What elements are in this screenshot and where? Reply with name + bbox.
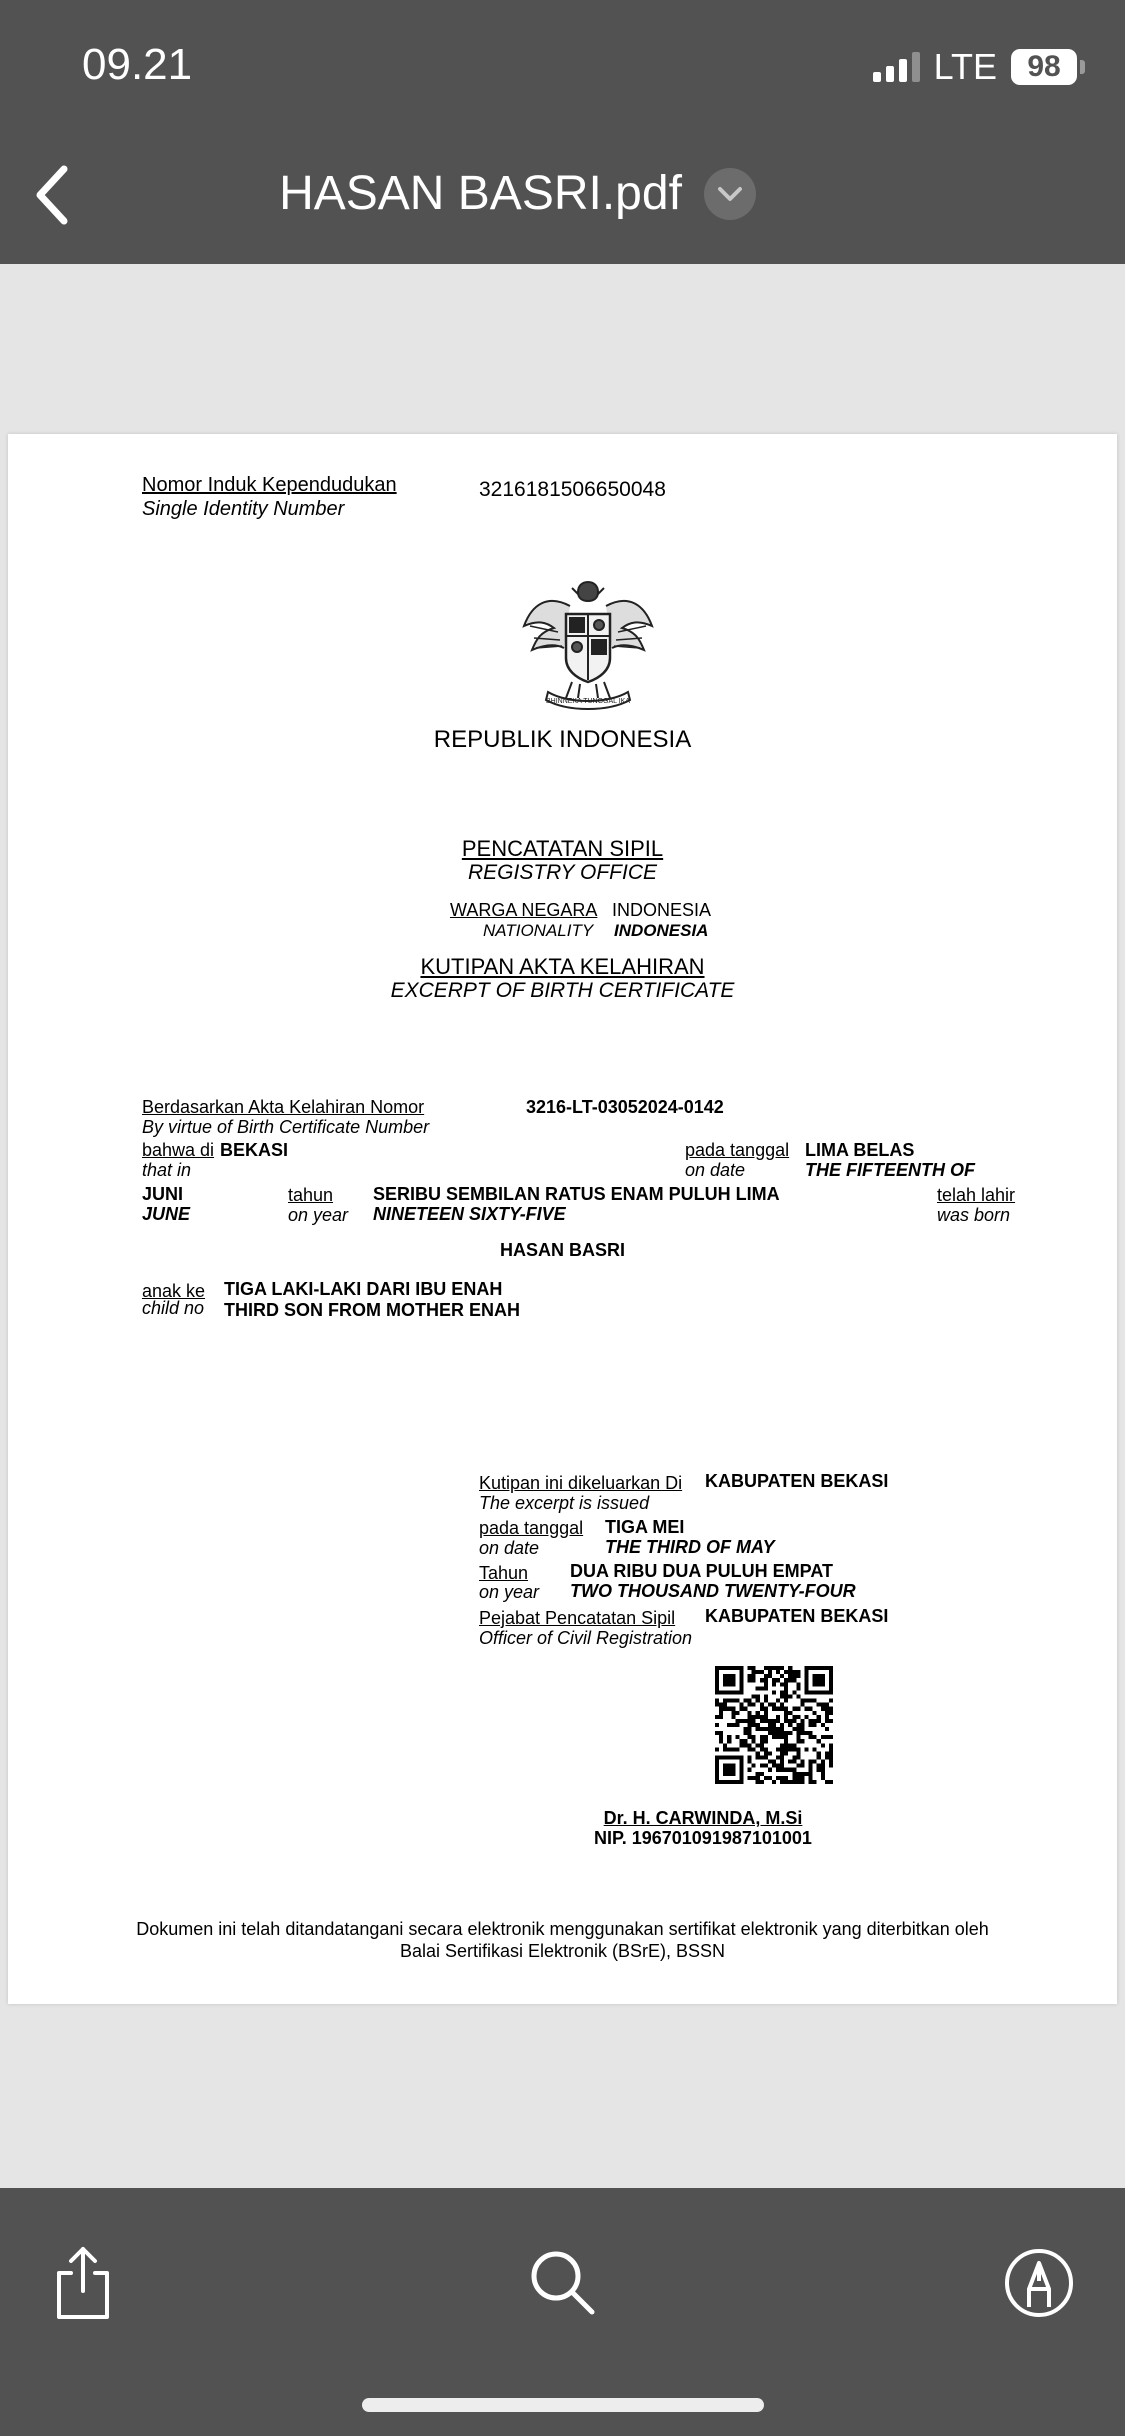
- born-in-label-en: that in: [142, 1160, 192, 1180]
- born-label-en: was born: [937, 1205, 1011, 1225]
- signer-nip: NIP. 196701091987101001: [594, 1828, 812, 1848]
- title-menu-button[interactable]: [704, 168, 756, 220]
- birth-date-label: pada tanggal: [685, 1140, 790, 1160]
- footer-note-line2: Balai Sertifikasi Elektronik (BSrE), BSSN: [399, 1941, 726, 1961]
- child-no-value-en: THIRD SON FROM MOTHER ENAH: [224, 1300, 520, 1320]
- share-button[interactable]: [38, 2238, 128, 2328]
- issue-year-value: DUA RIBU DUA PULUH EMPAT: [570, 1561, 833, 1581]
- nik-value: 3216181506650048: [479, 478, 666, 501]
- issue-year-label-en: on year: [479, 1582, 540, 1602]
- cert-no-value: 3216-LT-03052024-0142: [526, 1097, 724, 1117]
- born-in-value: BEKASI: [220, 1140, 289, 1160]
- search-button[interactable]: [518, 2238, 608, 2328]
- birth-year-label-en: on year: [288, 1205, 349, 1225]
- home-indicator[interactable]: [362, 2398, 764, 2412]
- document-heading-en: EXCERPT OF BIRTH CERTIFICATE: [390, 979, 735, 1002]
- issued-at-label: Kutipan ini dikeluarkan Di: [479, 1473, 683, 1493]
- birth-month-value: JUNI: [142, 1184, 184, 1204]
- battery-nub: [1080, 60, 1085, 74]
- top-bar: [0, 0, 1125, 264]
- signal-icon: [873, 52, 920, 82]
- network-type: LTE: [933, 46, 997, 87]
- nik-label-en: Single Identity Number: [142, 498, 345, 520]
- officer-label: Pejabat Pencatatan Sipil: [479, 1608, 676, 1628]
- svg-text:BHINNEKA TUNGGAL IKA: BHINNEKA TUNGGAL IKA: [545, 698, 631, 705]
- cert-no-label: Berdasarkan Akta Kelahiran Nomor: [142, 1097, 425, 1117]
- born-in-label: bahwa di: [142, 1140, 215, 1160]
- birth-date-value: LIMA BELAS: [805, 1140, 915, 1160]
- issued-at-value: KABUPATEN BEKASI: [705, 1471, 889, 1491]
- battery-level: 98: [1027, 50, 1061, 83]
- garuda-emblem: [518, 574, 658, 714]
- issue-date-value: TIGA MEI: [605, 1517, 685, 1537]
- issue-date-label: pada tanggal: [479, 1518, 584, 1538]
- nik-label: Nomor Induk Kependudukan: [142, 474, 397, 496]
- child-no-value: TIGA LAKI-LAKI DARI IBU ENAH: [224, 1279, 503, 1299]
- issued-at-label-en: The excerpt is issued: [479, 1493, 650, 1513]
- office-heading-en: REGISTRY OFFICE: [467, 861, 658, 884]
- birth-date-label-en: on date: [685, 1160, 746, 1180]
- nationality-label: WARGA NEGARA: [450, 900, 598, 920]
- status-time: 09.21: [82, 40, 193, 89]
- country-heading: REPUBLIK INDONESIA: [433, 726, 692, 753]
- officer-label-en: Officer of Civil Registration: [479, 1628, 693, 1648]
- person-name: HASAN BASRI: [499, 1240, 625, 1260]
- document-heading: KUTIPAN AKTA KELAHIRAN: [420, 954, 705, 979]
- footer-note-line1: Dokumen ini telah ditandatangani secara elektronik menggunakan sertifikat elektronik yang diterbitkan oleh: [136, 1919, 989, 1939]
- officer-value: KABUPATEN BEKASI: [705, 1606, 889, 1626]
- birth-year-label: tahun: [288, 1185, 334, 1205]
- share-icon: [51, 2243, 115, 2323]
- markup-button[interactable]: [994, 2238, 1084, 2328]
- birth-year-value-en: NINETEEN SIXTY-FIVE: [373, 1204, 566, 1224]
- qr-code: [715, 1666, 833, 1784]
- child-no-label: anak ke: [142, 1281, 206, 1301]
- birth-month-value-en: JUNE: [142, 1204, 191, 1224]
- nav-title-bar: [0, 166, 1125, 221]
- nationality-value-en: INDONESIA: [614, 921, 709, 940]
- cert-no-label-en: By virtue of Birth Certificate Number: [142, 1117, 430, 1137]
- pdf-page[interactable]: [8, 434, 1117, 2004]
- nationality-label-en: NATIONALITY: [483, 921, 594, 940]
- issue-date-label-en: on date: [479, 1538, 540, 1558]
- markup-pen-icon: [1003, 2247, 1075, 2319]
- office-heading: PENCATATAN SIPIL: [461, 836, 664, 861]
- issue-date-value-en: THE THIRD OF MAY: [605, 1537, 775, 1557]
- birth-year-value: SERIBU SEMBILAN RATUS ENAM PULUH LIMA: [373, 1184, 780, 1204]
- chevron-down-icon: [717, 186, 743, 202]
- issue-year-value-en: TWO THOUSAND TWENTY-FOUR: [570, 1581, 856, 1601]
- child-no-label-en: child no: [142, 1298, 205, 1318]
- birth-date-value-en: THE FIFTEENTH OF: [805, 1160, 975, 1180]
- issue-year-label: Tahun: [479, 1563, 529, 1583]
- born-label: telah lahir: [937, 1185, 1016, 1205]
- search-icon: [528, 2248, 598, 2318]
- document-title: HASAN BASRI.pdf: [279, 167, 682, 220]
- status-indicators: [873, 46, 1085, 88]
- battery-icon: [1011, 49, 1077, 85]
- nationality-value: INDONESIA: [612, 900, 712, 920]
- signer-name: Dr. H. CARWINDA, M.Si: [603, 1808, 803, 1828]
